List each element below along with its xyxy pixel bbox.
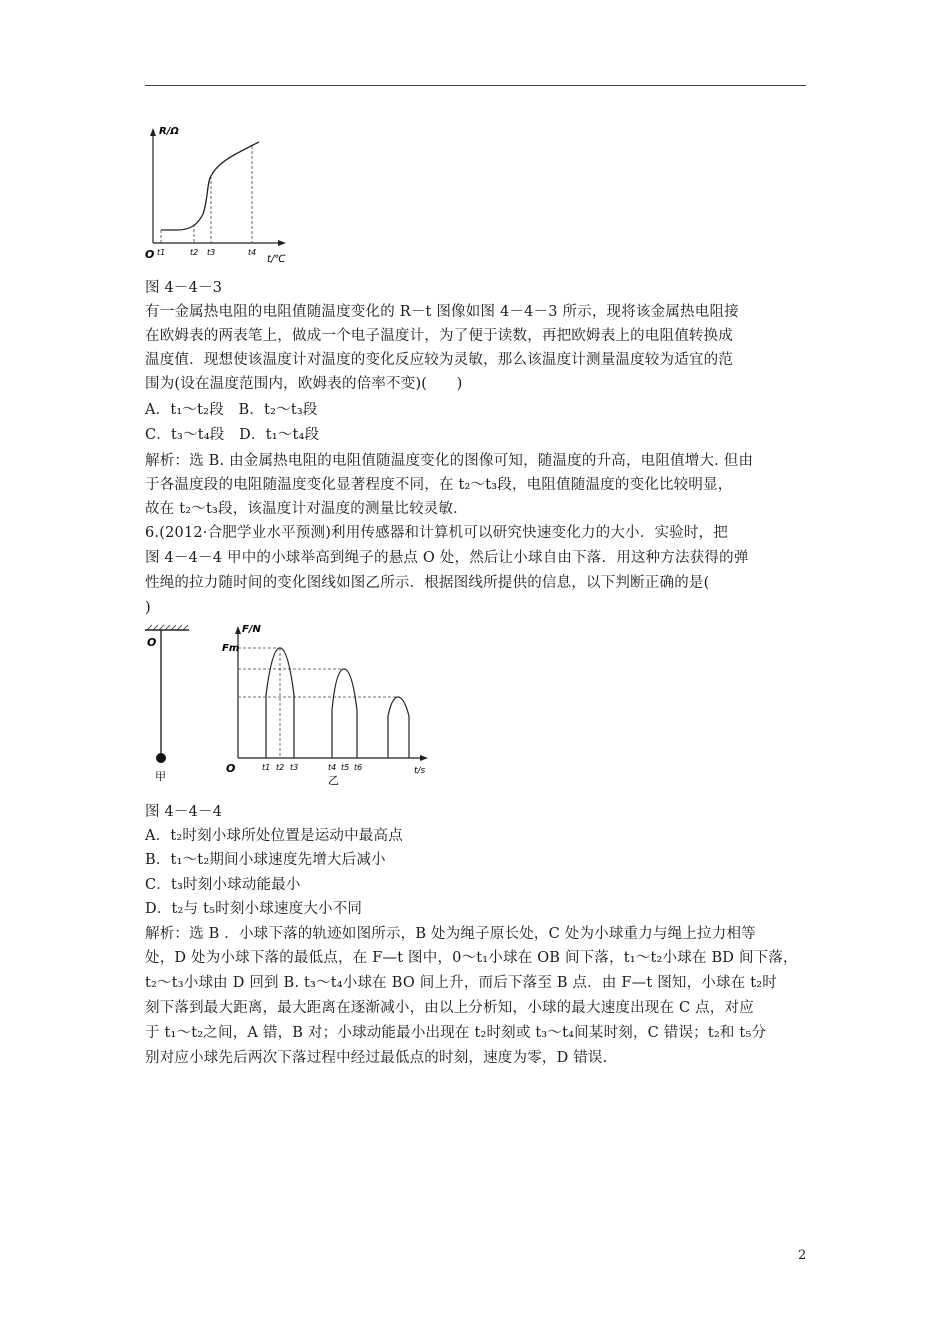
tick-label: t4 [248,248,257,257]
tick-label: t1 [262,763,271,772]
answer-option: D．t₂与 t₅时刻小球速度大小不同 [145,901,363,917]
analysis-text: t₂～t₃小球由 D 回到 B. t₃～t₄小球在 BO 间上升，而后下落至 B 点．由 F—t 图知，小球在 t₂时 [145,975,777,991]
analysis-text: 故在 t₂～t₃段，该温度计对温度的测量比较灵敏． [145,501,468,517]
x-axis-arrow [278,240,286,246]
question-text: 有一金属热电阻的电阻值随温度变化的 R－t 图像如图 4－4－3 所示，现将该金属热电阻接 [145,304,739,320]
answer-option: C．t₃～t₄段 D．t₁～t₄段 [145,427,320,443]
question-text: 图 4－4－4 甲中的小球举高到绳子的悬点 O 处，然后让小球自由下落．用这种方法获得的弹 [145,550,749,566]
x-axis-label: t/s [414,766,426,776]
analysis-text: 于 t₁～t₂之间，A 错，B 对；小球动能最小出现在 t₂时刻或 t₃～t₄间某时刻，C 错误；t₂和 t₅分 [145,1025,767,1041]
answer-option: A．t₂时刻小球所处位置是运动中最高点 [145,828,403,844]
figure-caption: 图 4－4－4 [145,804,223,820]
question-text: 围为(设在温度范围内，欧姆表的倍率不变)( ) [145,376,463,392]
x-axis-label: t/℃ [267,254,286,265]
figure-r-t-graph [145,118,305,273]
y-axis-label: R/Ω [159,126,179,137]
tick-label: t4 [328,763,337,772]
origin-label: O [145,248,155,261]
page-number: 2 [798,1248,807,1263]
question-text: ) [145,600,151,616]
figure-caption: 图 4－4－3 [145,280,223,296]
y-axis-arrow [235,626,241,634]
tick-label: t6 [354,763,363,772]
answer-option: B．t₁～t₂期间小球速度先增大后减小 [145,852,386,868]
x-axis-arrow [420,755,428,761]
analysis-text: 解析：选 B. 由金属热电阻的电阻值随温度变化的图像可知，随温度的升高，电阻值增大. 但由 [145,453,754,469]
tick-label: t2 [190,248,199,257]
analysis-text: 处，D 处为小球下落的最低点，在 F—t 图中，0～t₁小球在 OB 间下落，t₁～t₂小球在 BD 间下落， [145,950,798,966]
question-text: 温度值．现想使该温度计对温度的变化反应较为灵敏，那么该温度计测量温度较为适宜的范 [145,352,733,368]
force-pulse-2 [332,669,357,758]
tick-label: t1 [157,248,166,257]
header-rule [145,85,806,86]
tick-label: t2 [276,763,285,772]
figure-f-t-graph [224,620,444,790]
analysis-text: 别对应小球先后两次下落过程中经过最低点的时刻，速度为零，D 错误. [145,1050,608,1066]
analysis-text: 于各温度段的电阻随温度变化显著程度不同，在 t₂～t₃段，电阻值随温度的变化比较明显， [145,477,733,493]
suspension-point-label: O [147,636,157,649]
origin-label: O [226,762,236,775]
yi-label: 乙 [328,774,339,787]
question-text: 6.(2012·合肥学业水平预测)利用传感器和计算机可以研究快速变化力的大小．实验时，把 [145,525,728,541]
figure-pendulum-jia [143,624,193,784]
ball [156,753,166,763]
question-text: 在欧姆表的两表笔上，做成一个电子温度计，为了便于读数，再把欧姆表上的电阻值转换成 [145,328,733,344]
analysis-text: 解析：选 B ．小球下落的轨迹如图所示，B 处为绳子原长处，C 处为小球重力与绳上拉力相等 [145,926,756,942]
y-axis-label: F/N [242,624,261,635]
tick-label: t3 [290,763,299,772]
answer-option: C．t₃时刻小球动能最小 [145,877,301,893]
tick-label: t5 [341,763,350,772]
fm-label: Fm [222,643,240,654]
tick-label: t3 [207,248,216,257]
r-t-curve [161,142,259,230]
question-text: 性绳的拉力随时间的变化图线如图乙所示．根据图线所提供的信息，以下判断正确的是( [145,575,710,591]
y-axis-arrow [150,128,156,136]
force-pulse-3 [388,697,409,758]
answer-option: A．t₁～t₂段 B．t₂～t₃段 [145,402,318,418]
analysis-text: 刻下落到最大距离，最大距离在逐渐减小，由以上分析知，小球的最大速度出现在 C 点，对应 [145,1000,754,1016]
jia-label: 甲 [155,770,166,783]
